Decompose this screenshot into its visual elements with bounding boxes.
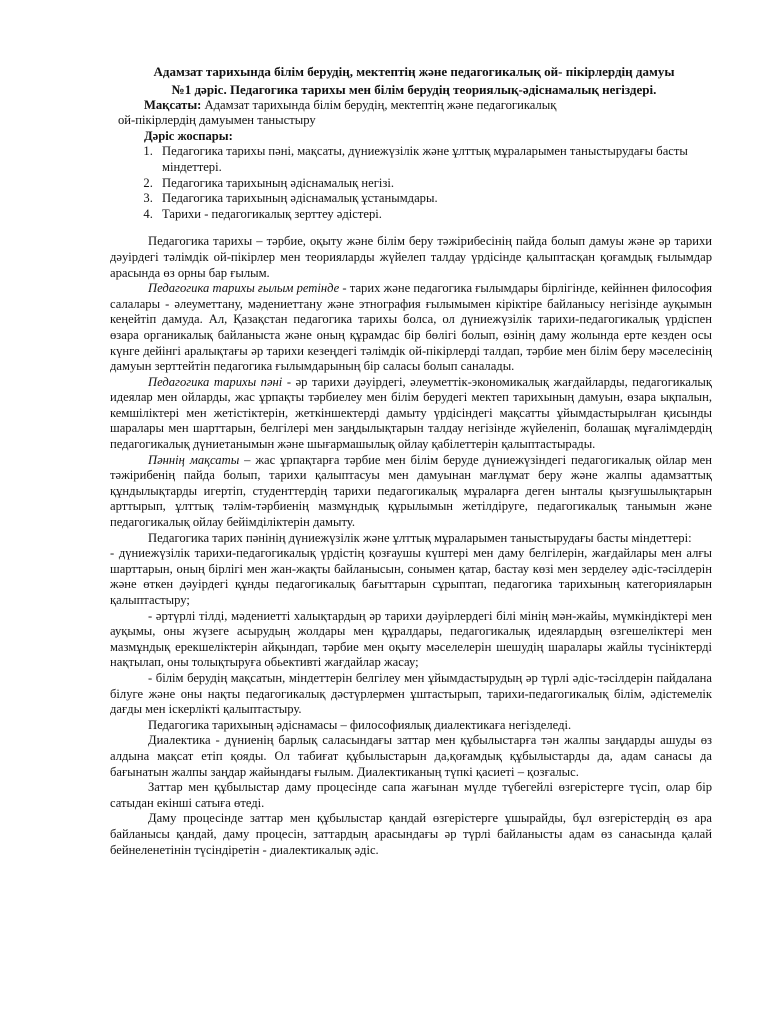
paragraph-4: Пәннің мақсаты – жас ұрпақтарға тәрбие мен білім беруде дүниежүзіндегі педагогикалық ойлар мен тәжірибенің пайда болып, тарихи қалыптасуы мен дамуынан мағлұмат беру және жалпы адамзаттық құндылықтарды игертіп, студенттердің тарихи педагогикалық мұраларға деген ынталы қызғушылықтарын арттырып, ұлттық тәлім-тәрбиенің мазмұндық құрылымын жетілдіруге, педагогикалық танымын және педагогикалық ойлау бейімділіктерін дамыту.: [110, 452, 713, 530]
paragraph-12: Даму процесінде заттар мен құбылыстар қандай өзгерістерге ұшырайды, бұл өзгерістердің өз ара байланысы қандай, даму процесін, заттардың арасындағы әр түрлі байланысты адам өз санасында қалай бейнеленетінін түсіндіретін - диалектикалық әдіс.: [110, 811, 712, 857]
goal-label: Мақсаты:: [144, 97, 202, 112]
paragraph-3: Педагогика тарихы пәні - әр тарихи дәуірдегі, әлеуметтік-экономикалық жағдайларды, педагогикалық идеялар мен ойларды, жас ұрпақты тәрбиелеу мен білім берудегі мектеп тарихының дамуын, өзара ықпалын, кемшіліктері мен жетістіктерін, жеткіншектерді дамыту үрдісіндегі мақсатты ұйымдастырылған қисынды шаралары мен шарттарын, белгілері мен заңдылықтарын талдау негізінде жүйеленіп, болашақ мұғалімдердің педагогикалық дүниетанымын және шығармашылық ойлау қабілеттерін қалыптастырады.: [110, 374, 712, 452]
plan-item: 1. Педагогика тарихы пәні, мақсаты, дүниежүзілік және ұлттық мұраларымен таныстырудағы басты міндеттері.: [156, 144, 712, 175]
paragraph-10: Диалектика - дүниенің барлық саласындағы заттар мен құбылыстарға тән жалпы заңдарды ашуды өз алдына мақсат етіп қояды. Ол табиғат құбылыстарын да,қоғамдық құбылыстарды да, адам санасы да бағынатын жалпы заңдар жайындағы ғылым. Диалектиканың түпкі қасиеті – қозғалыс.: [110, 733, 712, 779]
plan-heading: Дәріс жоспары:: [144, 128, 233, 143]
paragraph-1: Педагогика тарихы – тәрбие, оқыту және білім беру тәжірибесінің пайда болып дамуы және әр тарихи дәуірдегі тәлімдік ой-пікірлер мен теорияларды жүйелеп талдау үрдісінде қалыптасқан қоғамдық ғылымдар арасында өз орны бар ғылым.: [110, 234, 712, 280]
goal-text: Адамзат тарихында білім берудің, мектептің және педагогикалық: [201, 97, 557, 112]
plan-list: [110, 144, 712, 222]
paragraph-11: Заттар мен құбылыстар даму процесінде сапа жағынан мүлде түбегейлі өзгерістерге түсіп, олар бір сатыдан екінші сатыға өтеді.: [110, 780, 712, 810]
paragraph-3-emphasis: Педагогика тарихы пәні: [148, 374, 283, 389]
plan-item: 2. Педагогика тарихының әдіснамалық негізі.: [156, 176, 712, 192]
paragraph-5: Педагогика тарих пәнінің дүниежүзілік және ұлттық мұраларымен таныстырудағы басты міндеттері:: [148, 530, 692, 545]
goal-line: [144, 98, 712, 114]
paragraph-7: - әртүрлі тілді, мәдениетті халықтардың әр тарихи дәуірлердегі білі мінің мән-жайы, мүмкіндіктері мен ауқымы, оны жүзеге асырудың жолдары мен құралдары, педагогикалық идеялардың өзгешеліктері мен мазмұндық ерекшеліктерін айқындап, тәрбие мен оқыту мәселелерін шешудің шаралары жайлы түсініктерді нақтылап, оны толықтыруға обьективті жағдайлар жасау;: [110, 608, 712, 670]
lecture-title: №1 дәріс. Педагогика тарихы мен білім берудің теориялық-әдіснамалық негіздері.: [171, 82, 657, 97]
paragraph-2-emphasis: Педагогика тарихы ғылым ретінде: [148, 281, 340, 296]
paragraph-9: Педагогика тарихының әдіснамасы – философиялық диалектикаға негізделеді.: [148, 717, 572, 732]
plan-item: 3. Педагогика тарихының әдіснамалық ұстанымдары.: [156, 191, 712, 207]
document-title: Адамзат тарихында білім берудің, мектептің және педагогикалық ой- пікірлердің дамуы: [153, 64, 675, 79]
goal-text-continued: ой-пікірлердің дамуымен таныстыру: [118, 113, 316, 128]
paragraph-4-emphasis: Пәннің мақсаты: [148, 452, 240, 467]
paragraph-6: - дүниежүзілік тарихи-педагогикалық үрдістің қозғаушы күштері мен даму белгілерін, жағдайлары мен алғы шарттарын, оның бірлігі мен жан-жақты байланысын, сонымен қатар, бастау көзі мен зерделеу әдіс-тәсілдерін және өткен дәуірдегі құнды педагогикалық бағыттарын сұрыптап, педагогика тарихының категорияларын қалыптастыру;: [110, 546, 712, 607]
paragraph-2: Педагогика тарихы ғылым ретінде - тарих және педагогика ғылымдары бірлігінде, кейіннен философия салалары - әлеуметтану, мәдениеттану және этнография ғылымымен кіріктіре байланысу негізінде ауқымын кеңейтіп дамуда. Ал, Қазақстан педагогика тарихы болса, ол дүниежүзілік тарихи-педагогикалық үрдіспен өзара органикалық байланыста және оның құрамдас бір бөлігі болып, өзінің даму жолында ерте кезден осы күнге дейінгі аралықтағы әр тарихи кезеңдегі тәлімдік ой-пікірлерді талдап, тәрбие мен білім беру мәселесінің дамуын зерттейтін педагогика ғылымдарының бір саласы болып саналады.: [110, 281, 712, 374]
plan-item: 4. Тарихи - педагогикалық зерттеу әдістері.: [156, 207, 712, 223]
paragraph-8: - білім берудің мақсатын, міндеттерін белгілеу мен ұйымдастырудың әр түрлі әдіс-тәсілдерін пайдалана білуге және оны нақты педагогикалық дәстүрлермен ұштастырып, тарихи-педагогикалық білім, әдістемелік дағды мен іскерлікті қалыптастыру.: [110, 670, 712, 717]
